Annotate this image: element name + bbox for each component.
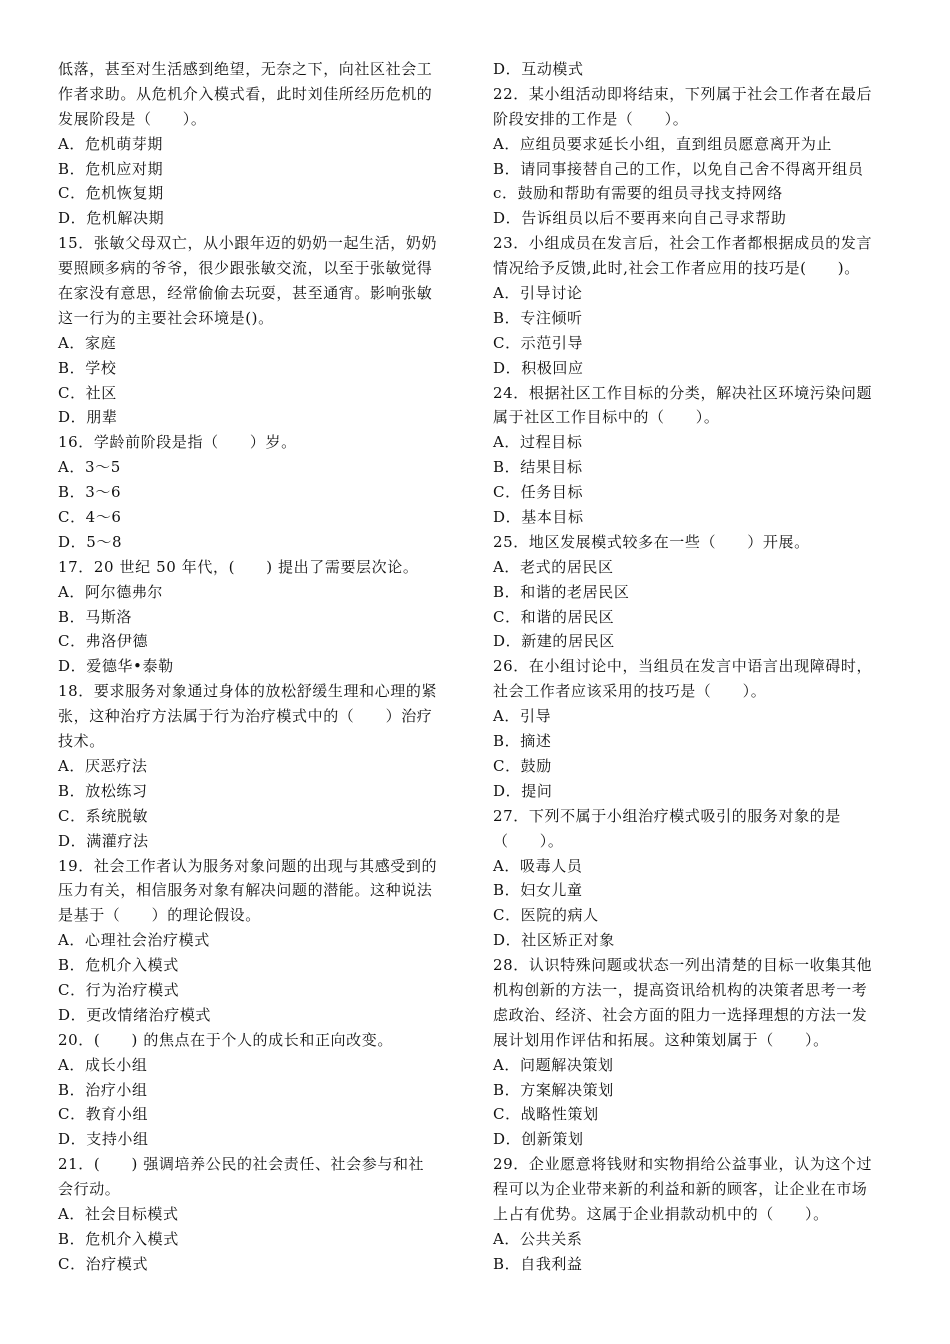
text-line: B．危机应对期 bbox=[58, 159, 164, 178]
text-line: 低落，甚至对生活感到绝望，无奈之下，向社区社会工 bbox=[58, 60, 433, 78]
text-line: D．支持小组 bbox=[58, 1130, 149, 1149]
text-line: 程可以为企业带来新的利益和新的顾客，让企业在市场 bbox=[493, 1180, 868, 1199]
text-line: 要照顾多病的爷爷，很少跟张敏交流，以至于张敏觉得 bbox=[58, 259, 433, 278]
text-line: C．4～6 bbox=[58, 508, 122, 527]
text-line: D．爱德华•泰勒 bbox=[58, 657, 174, 676]
text-line: A．引导 bbox=[493, 707, 552, 726]
text-line: 23．小组成员在发言后，社会工作者都根据成员的发言 bbox=[493, 234, 873, 253]
text-line: C．教育小组 bbox=[58, 1105, 149, 1124]
text-line: C．任务目标 bbox=[493, 483, 584, 502]
text-line: D．满灌疗法 bbox=[58, 831, 149, 850]
text-line: 这一行为的主要社会环境是()。 bbox=[58, 308, 274, 327]
text-line: 阶段安排的工作是（ ）。 bbox=[493, 109, 689, 128]
text-line: 社会工作者应该采用的技巧是（ ）。 bbox=[493, 682, 767, 701]
text-line: 16．学龄前阶段是指（ ）岁。 bbox=[58, 433, 297, 452]
text-line: 28．认识特殊问题或状态一列出清楚的目标一收集其他 bbox=[493, 956, 873, 975]
text-line: B．3～6 bbox=[58, 483, 122, 502]
text-line: 在家没有意思，经常偷偷去玩耍，甚至通宵。影响张敏 bbox=[58, 284, 433, 303]
text-line: 上占有优势。这属于企业捐款动机中的（ ）。 bbox=[493, 1204, 829, 1223]
text-line: C．战略性策划 bbox=[493, 1105, 599, 1124]
text-line: A．阿尔德弗尔 bbox=[58, 582, 164, 601]
text-line: B．学校 bbox=[58, 358, 117, 377]
text-line: C．系统脱敏 bbox=[58, 806, 149, 825]
text-line: 展计划用作评估和拓展。这种策划属于（ ）。 bbox=[493, 1030, 829, 1049]
text-line: 27．下列不属于小组治疗模式吸引的服务对象的是 bbox=[493, 806, 841, 825]
text-line: C．治疗模式 bbox=[58, 1254, 149, 1273]
text-line: 29．企业愿意将钱财和实物捐给公益事业，认为这个过 bbox=[493, 1155, 873, 1174]
text-line: A．成长小组 bbox=[58, 1055, 148, 1074]
text-line: 是基于（ ）的理论假设。 bbox=[58, 906, 261, 925]
text-line: B．危机介入模式 bbox=[58, 956, 179, 975]
text-line: A．公共关系 bbox=[493, 1229, 583, 1248]
text-line: A．3～5 bbox=[58, 458, 121, 477]
text-line: B．马斯洛 bbox=[58, 607, 133, 626]
text-line: 26．在小组讨论中，当组员在发言中语言出现障碍时， bbox=[493, 657, 873, 676]
text-line: A．吸毒人员 bbox=[493, 856, 583, 875]
text-line: B．摘述 bbox=[493, 732, 552, 751]
text-line: D．提问 bbox=[493, 781, 553, 800]
text-line: D．社区矫正对象 bbox=[493, 931, 615, 950]
text-line: D．告诉组员以后不要再来向自己寻求帮助 bbox=[493, 209, 787, 228]
text-line: A．家庭 bbox=[58, 333, 117, 352]
text-line: B．和谐的老居民区 bbox=[493, 582, 630, 601]
text-line: A．厌恶疗法 bbox=[58, 756, 148, 775]
text-line: 机构创新的方法一，提高资讯给机构的决策者思考一考 bbox=[493, 980, 868, 999]
text-line: 技术。 bbox=[58, 732, 105, 751]
text-line: 压力有关，相信服务对象有解决问题的潜能。这种说法 bbox=[58, 881, 433, 900]
text-line: D．互动模式 bbox=[493, 60, 584, 78]
text-line: 属于社区工作目标中的（ ）。 bbox=[493, 408, 720, 427]
text-line: A．社会目标模式 bbox=[58, 1204, 179, 1223]
text-line: C．医院的病人 bbox=[493, 906, 599, 925]
text-line: A．引导讨论 bbox=[493, 284, 583, 303]
right-column bbox=[493, 57, 898, 1277]
text-line: D．新建的居民区 bbox=[493, 632, 615, 651]
text-line: C．弗洛伊德 bbox=[58, 632, 149, 651]
text-line: 22．某小组活动即将结束，下列属于社会工作者在最后 bbox=[493, 84, 873, 103]
text-line: C．示范引导 bbox=[493, 333, 584, 352]
text-line: 虑政治、经济、社会方面的阻力一选择理想的方法一发 bbox=[493, 1005, 868, 1024]
text-line: 18．要求服务对象通过身体的放松舒缓生理和心理的紧 bbox=[58, 682, 438, 701]
text-line: B．放松练习 bbox=[58, 781, 148, 800]
text-line: D．基本目标 bbox=[493, 508, 584, 527]
text-line: D．5～8 bbox=[58, 532, 123, 551]
text-line: （ ）。 bbox=[493, 831, 564, 850]
text-line: D．更改情绪治疗模式 bbox=[58, 1005, 212, 1024]
text-line: 作者求助。从危机介入模式看，此时刘佳所经历危机的 bbox=[58, 84, 433, 103]
text-line: 发展阶段是（ ）。 bbox=[58, 109, 207, 128]
text-line: 25．地区发展模式较多在一些（ ）开展。 bbox=[493, 532, 810, 551]
text-line: 20．( ) 的焦点在于个人的成长和正向改变。 bbox=[58, 1030, 393, 1049]
text-line: C．危机恢复期 bbox=[58, 184, 164, 203]
text-line: c．鼓励和帮助有需要的组员寻找支持网络 bbox=[493, 184, 783, 203]
text-line: B．方案解决策划 bbox=[493, 1080, 614, 1099]
text-line: D．积极回应 bbox=[493, 358, 584, 377]
text-line: 张，这种治疗方法属于行为治疗模式中的（ ）治疗 bbox=[58, 707, 433, 726]
text-line: 21．( ) 强调培养公民的社会责任、社会参与和社 bbox=[58, 1155, 425, 1174]
text-line: 情况给予反馈,此时,社会工作者应用的技巧是( )。 bbox=[493, 259, 860, 278]
text-line: D．危机解决期 bbox=[58, 209, 165, 228]
text-line: B．治疗小组 bbox=[58, 1080, 148, 1099]
text-line: A．危机萌芽期 bbox=[58, 134, 164, 153]
text-line: A．应组员要求延长小组，直到组员愿意离开为止 bbox=[493, 134, 833, 153]
text-line: A．过程目标 bbox=[493, 433, 583, 452]
text-line: D．创新策划 bbox=[493, 1130, 584, 1149]
text-line: 会行动。 bbox=[58, 1180, 121, 1199]
text-line: 17．20 世纪 50 年代，( ) 提出了需要层次论。 bbox=[58, 557, 419, 576]
left-column bbox=[58, 57, 463, 1277]
text-line: D．朋辈 bbox=[58, 408, 118, 427]
text-line: B．请同事接替自己的工作，以免自己舍不得离开组员 bbox=[493, 159, 864, 178]
text-line: A．老式的居民区 bbox=[493, 557, 614, 576]
text-line: C．行为治疗模式 bbox=[58, 980, 180, 999]
text-line: 24．根据社区工作目标的分类，解决社区环境污染问题 bbox=[493, 383, 873, 402]
text-line: 19．社会工作者认为服务对象问题的出现与其感受到的 bbox=[58, 856, 438, 875]
text-line: B．专注倾听 bbox=[493, 308, 583, 327]
text-line: C．鼓励 bbox=[493, 756, 552, 775]
text-line: B．结果目标 bbox=[493, 458, 583, 477]
text-line: A．问题解决策划 bbox=[493, 1055, 614, 1074]
text-line: B．危机介入模式 bbox=[58, 1229, 179, 1248]
text-line: 15．张敏父母双亡，从小跟年迈的奶奶一起生活，奶奶 bbox=[58, 234, 438, 253]
text-line: C．和谐的居民区 bbox=[493, 607, 615, 626]
text-line: B．自我利益 bbox=[493, 1254, 583, 1273]
text-line: C．社区 bbox=[58, 383, 117, 402]
text-line: B．妇女儿童 bbox=[493, 881, 583, 900]
text-line: A．心理社会治疗模式 bbox=[58, 931, 210, 950]
